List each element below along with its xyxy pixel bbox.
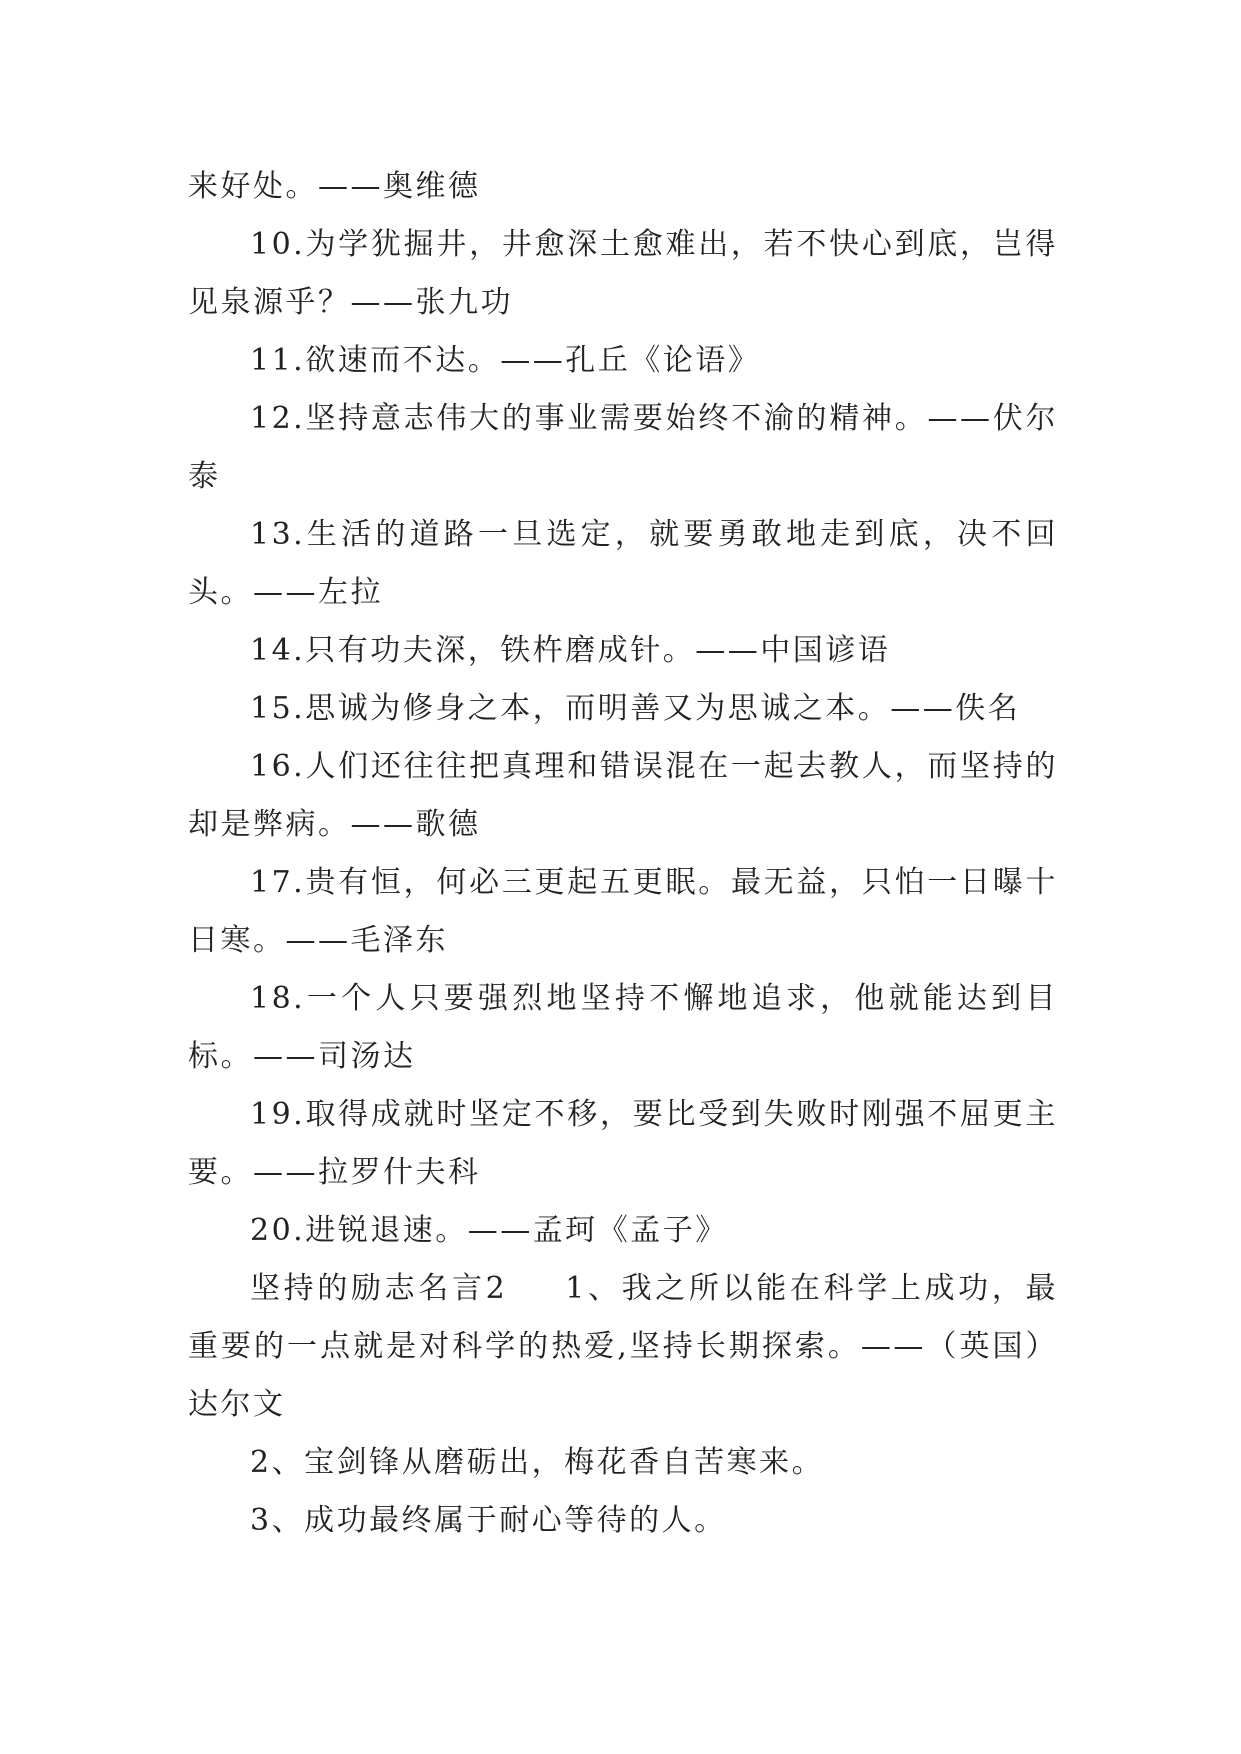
quote-15: 15.思诚为修身之本，而明善又为思诚之本。——佚名 — [250, 691, 1021, 726]
section-heading: 坚持的励志名言2 — [250, 1271, 508, 1306]
quote-16: 16.人们还往往把真理和错误混在一起去教人，而坚持的却是弊病。——歌德 — [188, 749, 1058, 842]
quote-13: 13.生活的道路一旦选定，就要勇敢地走到底，决不回头。——左拉 — [188, 517, 1058, 610]
section-item-2: 2、宝剑锋从磨砺出，梅花香自苦寒来。 — [250, 1445, 825, 1480]
quote-12: 12.坚持意志伟大的事业需要始终不渝的精神。——伏尔泰 — [188, 401, 1058, 494]
paragraph-continuation: 来好处。——奥维德 — [188, 169, 481, 204]
quote-20: 20.进锐退速。——孟珂《孟子》 — [250, 1213, 728, 1248]
quote-17: 17.贵有恒，何必三更起五更眠。最无益，只怕一日曝十日寒。——毛泽东 — [188, 865, 1058, 958]
section-item-3: 3、成功最终属于耐心等待的人。 — [250, 1503, 727, 1538]
quote-11: 11.欲速而不达。——孔丘《论语》 — [250, 343, 761, 378]
quote-18: 18.一个人只要强烈地坚持不懈地追求，他就能达到目标。——司汤达 — [188, 981, 1058, 1074]
quote-14: 14.只有功夫深，铁杵磨成针。——中国谚语 — [250, 633, 891, 668]
section-paragraph — [188, 1260, 1058, 1434]
section-first-item: 1、我之所以能在科学上成功，最重要的一点就是对科学的热爱,坚持长期探索。——（英国）达尔文 — [188, 1271, 1058, 1422]
quote-10: 10.为学犹掘井，井愈深土愈难出，若不快心到底，岂得见泉源乎？——张九功 — [188, 227, 1058, 320]
document-body — [188, 158, 1058, 1550]
quote-19: 19.取得成就时坚定不移，要比受到失败时刚强不屈更主要。——拉罗什夫科 — [188, 1097, 1058, 1190]
